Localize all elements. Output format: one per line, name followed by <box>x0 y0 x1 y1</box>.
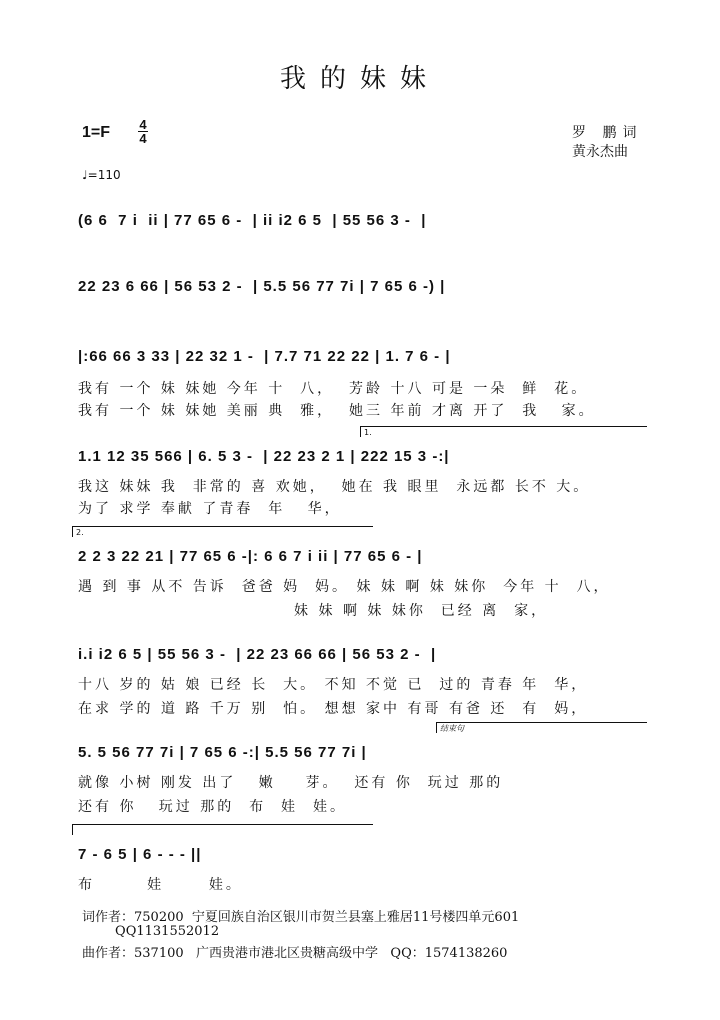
ending-bracket-continued <box>72 824 373 835</box>
lyric-line: 就像 小树 刚发 出了 嫩 芽。 还有 你 玩过 那的 <box>78 775 504 791</box>
lyric-line: 十八 岁的 姑 娘 已经 长 大。 不知 不觉 已 过的 青春 年 华， <box>78 677 589 693</box>
time-signature <box>138 118 148 145</box>
notation-line: (6 6 7 i ii | 77 65 6 - | ii i2 6 5 | 55 56 3 - | <box>78 212 427 229</box>
notation-line: 5. 5 56 77 7i | 7 65 6 -:| 5.5 56 77 7i | <box>78 744 367 761</box>
credits <box>572 124 642 162</box>
notation-line: 2 2 3 22 21 | 77 65 6 -|: 6 6 7 i ii | 77 65 6 - | <box>78 548 423 565</box>
lyric-line: 还有 你 玩过 那的 布 娃 娃。 <box>78 799 347 815</box>
lyric-line: 遇 到 事 从不 告诉 爸爸 妈 妈。 妹 妹 啊 妹 妹你 今年 十 八， <box>78 579 611 595</box>
lyricist: 罗 鹏词 <box>572 125 643 141</box>
notation-line: 1.1 12 35 566 | 6. 5 3 - | 22 23 2 1 | 222 15 3 -:| <box>78 448 450 465</box>
time-bottom: 4 <box>139 131 147 146</box>
notation-line: 7 - 6 5 | 6 - - - || <box>78 846 202 863</box>
song-title: 我的妹妹 <box>279 64 440 94</box>
lyricist-qq: QQ1131552012 <box>82 924 220 939</box>
notation-line: i.i i2 6 5 | 55 56 3 - | 22 23 66 66 | 56 53 2 - | <box>78 646 437 663</box>
tempo-marking: ♩=110 <box>82 168 121 182</box>
lyric-line: 布 娃 娃。 <box>78 877 243 893</box>
volta-number: 1. <box>364 428 372 437</box>
lyric-line: 我有 一个 妹 妹她 今年 十 八， 芳龄 十八 可是 一朵 鲜 花。 <box>78 381 589 397</box>
volta-bracket-2 <box>72 526 373 537</box>
lyric-line: 妹 妹 啊 妹 妹你 已经 离 家， <box>78 603 549 619</box>
time-top: 4 <box>139 117 147 132</box>
volta-bracket-1 <box>360 426 647 437</box>
lyric-line: 在求 学的 道 路 千万 别 怕。 想想 家中 有哥 有爸 还 有 妈， <box>78 701 589 717</box>
composer: 黄永杰曲 <box>572 144 628 160</box>
lyric-line: 我这 妹妹 我 非常的 喜 欢她， 她在 我 眼里 永远都 长不 大。 <box>78 479 591 495</box>
ending-bracket <box>436 722 647 733</box>
lyric-line: 我有 一个 妹 妹她 美丽 典 雅， 她三 年前 才离 开了 我 家。 <box>78 403 596 419</box>
lyricist-address: 词作者：750200 宁夏回族自治区银川市贺兰县塞上雅居11号楼四单元601 <box>82 910 520 925</box>
notation-line: |:66 66 3 33 | 22 32 1 - | 7.7 71 22 22 | 1. 7 6 - | <box>78 348 451 365</box>
composer-address: 曲作者：537100 广西贵港市港北区贵糖高级中学 QQ：1574138260 <box>82 946 508 961</box>
ending-label: 结束句 <box>440 724 464 733</box>
volta-number: 2. <box>76 528 84 537</box>
notation-line: 22 23 6 66 | 56 53 2 - | 5.5 56 77 7i | 7 65 6 -) | <box>78 278 446 295</box>
lyric-line: 为了 求学 奉献 了青春 年 华， <box>78 501 342 517</box>
key-signature: 1=F <box>82 124 111 141</box>
